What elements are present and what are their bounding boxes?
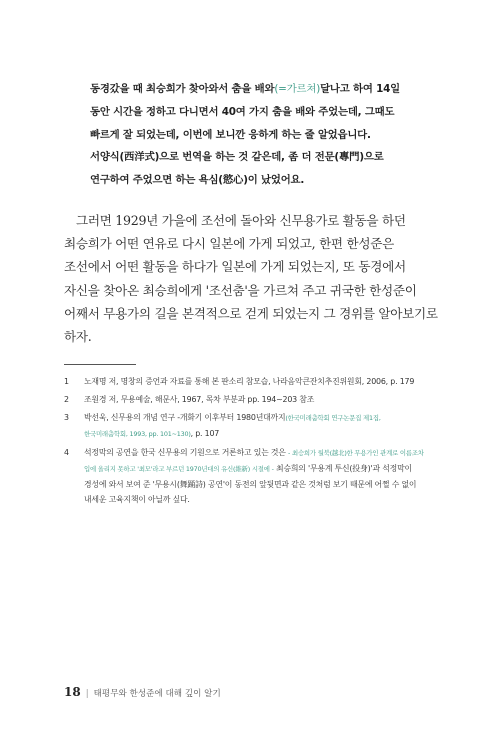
footnote-text: 경성에 와서 보여 준 '무용시(舞踊詩) 공연'이 동전의 앞뒷면과 같은 것처럼 보기 때문에 어쩔 수 없이 — [84, 480, 417, 489]
paragraph-line: 그러면 1929년 가을에 조선에 돌아와 신무용가로 활동을 하던 — [76, 213, 406, 228]
footnote-text: 박선욱, 신무용의 개념 연구 -개화기 이후부터 1980년대까지 — [84, 413, 286, 422]
footnote-2 — [64, 392, 436, 407]
quote-line: 동안 시간을 정하고 다니면서 40여 가지 춤을 배와 주었는데, 그때도 — [90, 105, 395, 118]
quote-line: 빠르게 잘 되었는데, 이번에 보니깐 응하게 하는 줄 알었읍니다. — [90, 128, 371, 141]
inline-gloss: (=가르쳐) — [274, 83, 321, 95]
quote-line: 연구하여 주었으면 하는 욕심(慾心)이 났었어요. — [90, 174, 305, 187]
footnote-divider — [64, 364, 136, 365]
footnote-text: 석정막의 공연을 한국 신무용의 기원으로 거론하고 있는 것은 — [84, 448, 286, 457]
quote-line: 서양식(西洋式)으로 번역을 하는 것 같은데, 좀 더 전문(專門)으로 — [90, 151, 384, 164]
running-title: 태평무와 한성준에 대해 깊이 알기 — [93, 689, 221, 699]
page-number: 18 — [64, 685, 81, 699]
page-footer — [64, 685, 221, 699]
footnote-text: 최승희의 '무용계 투신(投身)'과 석정막이 — [276, 464, 412, 473]
footnote-3 — [64, 410, 436, 442]
quote-line: 동경갔을 때 최승희가 찾아와서 춤을 배와(=가르쳐)달나고 하여 14일 — [90, 83, 400, 95]
paragraph-line: 자신을 찾아온 최승희에게 '조선춤'을 가르쳐 주고 귀국한 한성준이 — [64, 282, 417, 298]
paragraph-line: 조선에서 어떤 활동을 하다가 일본에 가게 되었는지, 또 동경에서 — [64, 259, 406, 275]
footnote-text: 조원경 저, 무용예술, 해문사, 1967, 목차 부분과 pp. 194~203 참조 — [84, 395, 315, 404]
paragraph-line: 최승희가 어떤 연유로 다시 일본에 가게 되었고, 한편 한성준은 — [64, 236, 394, 252]
footnotes — [64, 374, 436, 510]
footnote-text: , p. 107 — [190, 429, 220, 438]
footnote-aside-small: 입에 올리지 못하고 '최모'라고 부르던 1970년대의 유신(維新) 시절에 - — [84, 465, 274, 473]
footnote-number: 4 — [64, 448, 69, 457]
footnote-number: 1 — [64, 377, 69, 386]
block-quote — [90, 78, 420, 192]
footer-separator: | — [85, 689, 89, 699]
paragraph-line: 어째서 무용가의 길을 본격적으로 걷게 되었는지 그 경위를 알아보기로 — [64, 305, 438, 321]
footnote-source-small: (한국미래춤학회 연구논문집 제1집, — [285, 414, 381, 422]
paragraph-line: 하자. — [64, 329, 92, 345]
footnote-text: 내세운 고육지책이 아닐까 싶다. — [84, 495, 190, 504]
footnote-number: 2 — [64, 395, 69, 404]
footnote-text: 노재명 저, 명창의 증언과 자료를 통해 본 판소리 참모습, 나라음악큰잔치추진위원회, 2006, p. 179 — [84, 377, 415, 386]
footnote-4 — [64, 445, 436, 507]
footnote-source-small: 한국미래춤학회, 1993, pp. 101~130) — [84, 430, 191, 438]
footnote-aside-small: - 최승희가 월북(越北)한 무용가인 관계로 이름조차 — [288, 449, 424, 457]
footnote-number: 3 — [64, 413, 69, 422]
body-paragraph — [64, 209, 438, 348]
footnote-1 — [64, 374, 436, 389]
